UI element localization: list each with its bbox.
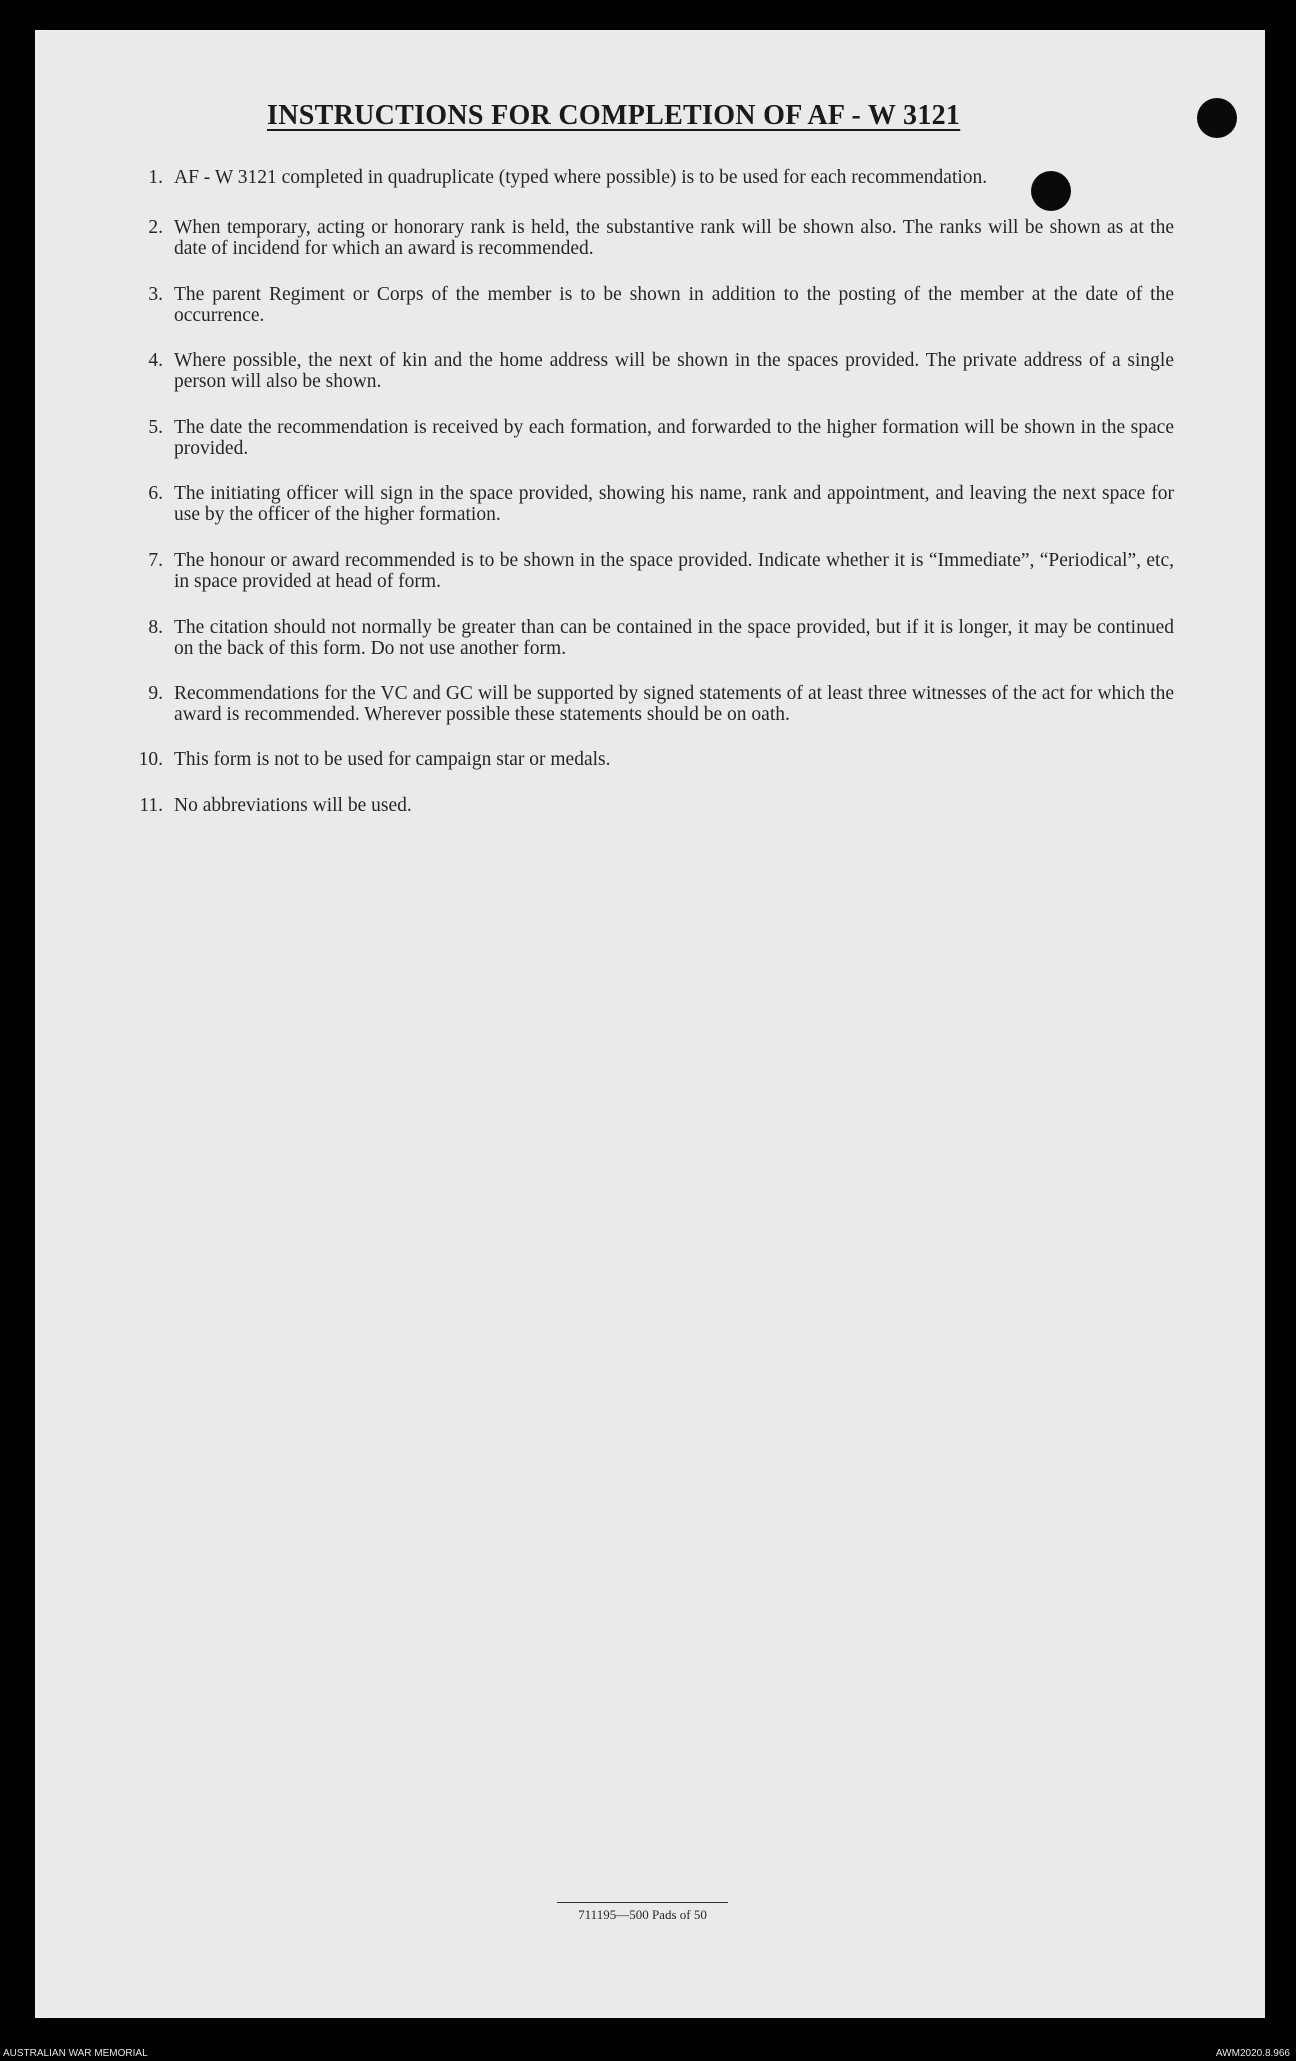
item-number: 4. bbox=[148, 350, 163, 371]
item-number: 3. bbox=[148, 284, 163, 305]
item-text: The citation should not normally be greater than can be contained in the space provided, but if it is longer, it may be continued on the back of this form. Do not use another form. bbox=[174, 617, 1174, 659]
item-text: The initiating officer will sign in the space provided, showing his name, rank and appointment, and leaving the next space for use by the officer of the higher formation. bbox=[174, 483, 1174, 525]
item-number: 1. bbox=[148, 167, 163, 188]
accession-number: AWM2020.8.966 bbox=[1215, 2048, 1290, 2059]
item-text: Where possible, the next of kin and the home address will be shown in the spaces provided. The private address of a single person will also be shown. bbox=[174, 350, 1174, 392]
item-number: 5. bbox=[148, 417, 163, 438]
item-number: 8. bbox=[148, 617, 163, 638]
item-number: 7. bbox=[148, 550, 163, 571]
item-text: The date the recommendation is received by each formation, and forwarded to the higher formation will be shown in the space provided. bbox=[174, 417, 1174, 459]
item-number: 2. bbox=[148, 217, 163, 238]
archive-credit: AUSTRALIAN WAR MEMORIAL bbox=[3, 2048, 148, 2059]
punch-hole bbox=[1031, 171, 1071, 211]
item-number: 10. bbox=[138, 749, 163, 770]
footer-divider bbox=[557, 1902, 728, 1903]
item-text: This form is not to be used for campaign star or medals. bbox=[174, 749, 611, 770]
item-text: Recommendations for the VC and GC will be supported by signed statements of at least three witnesses of the act for which the award is recommended. Wherever possible these statements should be on oath. bbox=[174, 683, 1174, 725]
punch-hole bbox=[1197, 98, 1237, 138]
item-number: 11. bbox=[139, 795, 163, 816]
item-text: The parent Regiment or Corps of the member is to be shown in addition to the posting of the member at the date of the occurrence. bbox=[174, 284, 1174, 326]
page-title: INSTRUCTIONS FOR COMPLETION OF AF - W 3121 bbox=[267, 100, 961, 131]
document-page bbox=[35, 30, 1265, 2018]
item-text: When temporary, acting or honorary rank is held, the substantive rank will be shown also. The ranks will be shown as at the date of incidend for which an award is recommended. bbox=[174, 217, 1174, 259]
item-text: The honour or award recommended is to be shown in the space provided. Indicate whether it is “Immediate”, “Periodical”, etc, in space provided at head of form. bbox=[174, 550, 1174, 592]
archive-credit-bar bbox=[0, 2048, 1296, 2061]
item-number: 6. bbox=[148, 483, 163, 504]
print-run-footer: 711195—500 Pads of 50 bbox=[578, 1907, 707, 1922]
item-text: AF - W 3121 completed in quadruplicate (typed where possible) is to be used for each recommendation. bbox=[174, 167, 988, 188]
item-number: 9. bbox=[148, 683, 163, 704]
item-text: No abbreviations will be used. bbox=[174, 795, 412, 816]
